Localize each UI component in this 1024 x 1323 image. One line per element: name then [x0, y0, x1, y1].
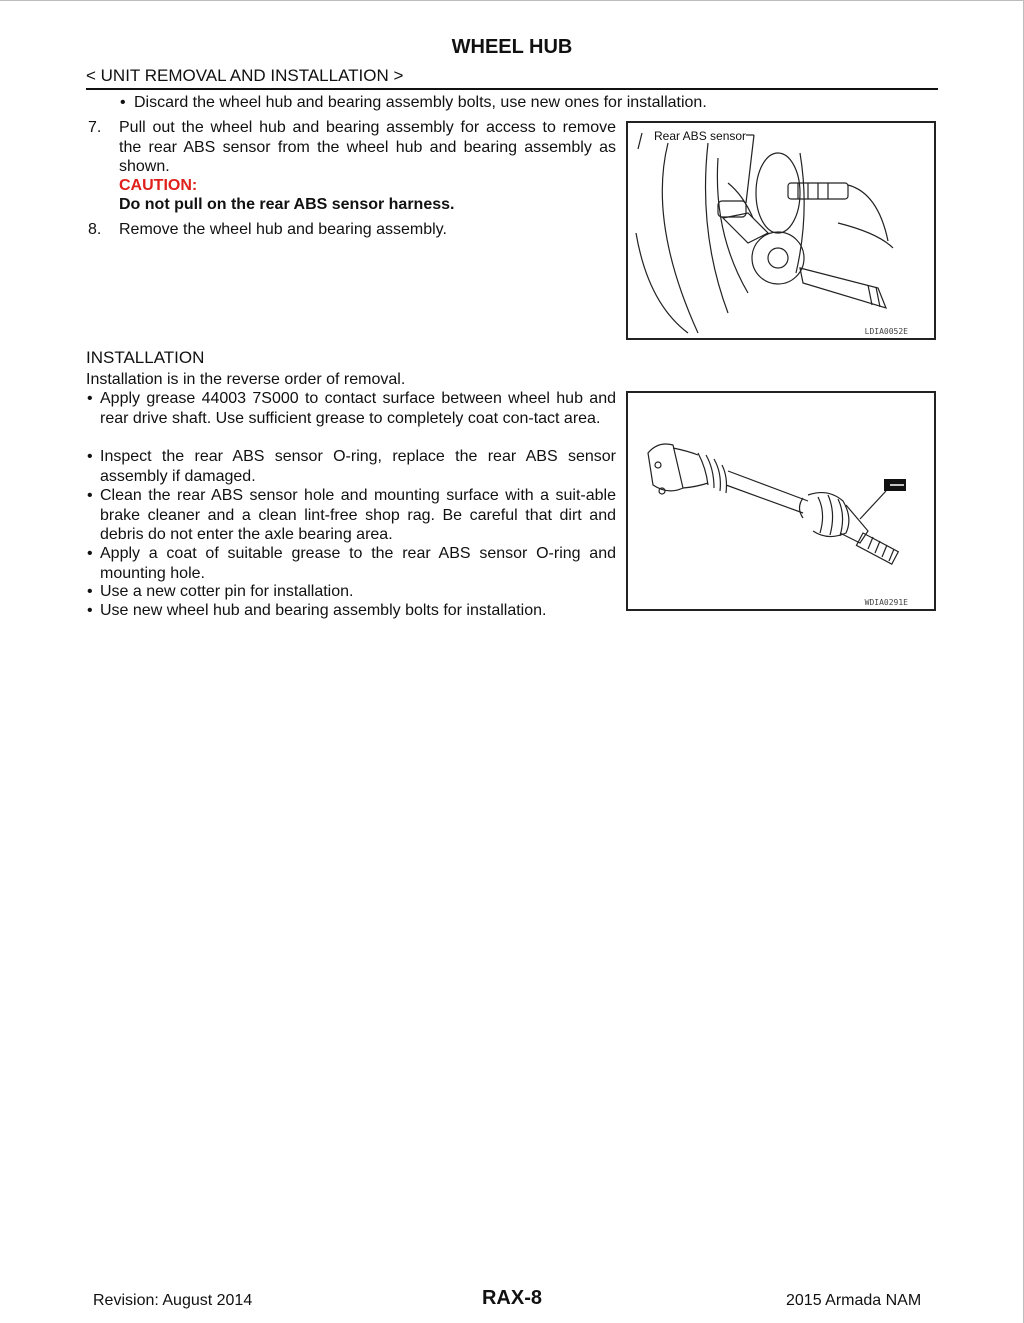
bullet-marker: • — [87, 448, 93, 465]
bullet-marker: • — [87, 390, 93, 407]
bullet-marker: • — [87, 487, 93, 504]
footer-model: 2015 Armada NAM — [786, 1292, 922, 1309]
bullet-marker: • — [87, 602, 93, 619]
step-7-number: 7. — [88, 119, 102, 136]
header-rule — [86, 88, 938, 90]
footer-revision: Revision: August 2014 — [93, 1292, 253, 1309]
install-step-grease: Apply grease 44003 7S000 to contact surface between wheel hub and rear drive shaft. Use sufficient grease to completely coat con-tact area. — [100, 390, 616, 427]
install-step-clean-hole: Clean the rear ABS sensor hole and mounting surface with a suit-able brake cleaner and a clean lint-free shop rag. Be careful that dirt and debris do not enter the axle bearing area. — [100, 487, 616, 543]
abs-sensor-illustration — [628, 123, 934, 338]
figure-code: LDIA0052E — [864, 327, 908, 336]
bullet-marker: • — [120, 94, 126, 111]
drive-shaft-figure — [626, 391, 936, 611]
footer-page-number: RAX-8 — [481, 1287, 542, 1309]
install-step-new-bolts: Use new wheel hub and bearing assembly bolts for installation. — [100, 602, 547, 619]
install-step-cotter-pin: Use a new cotter pin for installation. — [100, 583, 354, 600]
caution-label: CAUTION: — [119, 177, 198, 194]
page-title: WHEEL HUB — [451, 36, 573, 58]
install-step-grease-oring: Apply a coat of suitable grease to the rear ABS sensor O-ring and mounting hole. — [100, 545, 616, 582]
section-heading: < UNIT REMOVAL AND INSTALLATION > — [86, 66, 404, 85]
page-border — [0, 0, 1024, 1]
bullet-marker: • — [87, 583, 93, 600]
abs-sensor-figure — [626, 121, 936, 340]
discard-bolts-note: Discard the wheel hub and bearing assembly bolts, use new ones for installation. — [134, 94, 707, 111]
step-7-text: Pull out the wheel hub and bearing assembly for access to remove the rear ABS sensor from the wheel hub and bearing assembly as shown. — [119, 119, 616, 175]
caution-text: Do not pull on the rear ABS sensor harness. — [119, 196, 455, 213]
figure-code: WDIA0291E — [864, 598, 908, 607]
bullet-marker: • — [87, 545, 93, 562]
installation-heading: INSTALLATION — [86, 348, 205, 367]
install-step-inspect-oring: Inspect the rear ABS sensor O-ring, replace the rear ABS sensor assembly if damaged. — [100, 448, 616, 485]
installation-intro: Installation is in the reverse order of removal. — [86, 371, 406, 388]
drive-shaft-illustration — [628, 393, 934, 609]
step-8-text: Remove the wheel hub and bearing assembly. — [119, 221, 447, 238]
step-8-number: 8. — [88, 221, 102, 238]
rear-abs-sensor-callout: Rear ABS sensor — [654, 129, 747, 143]
